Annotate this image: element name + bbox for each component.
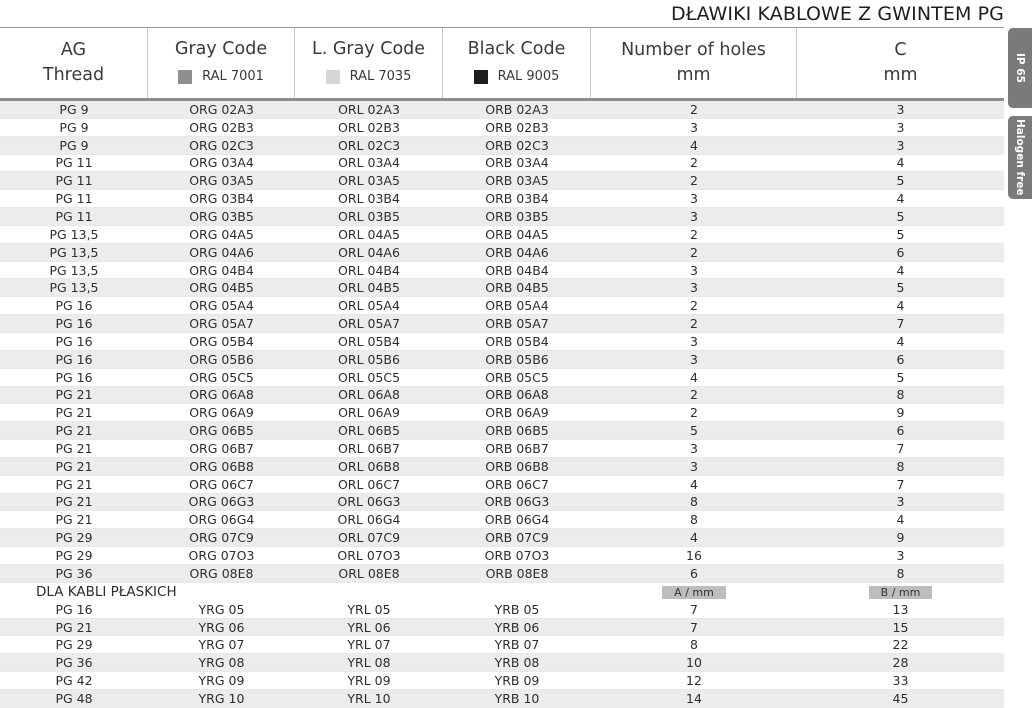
cell-thread: PG 13,5 [49,262,99,278]
cell-black-code: ORB 06G3 [484,494,550,510]
table-row [0,190,1004,208]
cell-holes: 12 [686,673,702,689]
cell-holes: 6 [690,565,698,581]
table-body [0,101,1004,708]
cell-c: 7 [896,316,905,332]
a-unit-cell [591,584,797,600]
cell-black-code: ORB 06A8 [485,387,549,403]
cell-black-code: ORB 03B4 [485,191,549,207]
cell-thread: PG 29 [55,548,93,564]
cell-c: 7 [896,440,905,456]
table-row [0,262,1004,280]
table-row [0,404,1004,422]
cell-black-code: ORB 03B5 [485,208,549,224]
cell-black-code: ORB 04B4 [485,262,549,278]
header-holes-line1: Number of holes [621,40,766,60]
cell-holes: 3 [690,440,698,456]
cell-gray-code: ORG 04A5 [189,226,254,242]
cell-holes: 4 [690,476,698,492]
cell-holes: 2 [690,405,698,421]
light-gray-swatch-icon [326,70,340,84]
cell-lgray-code: ORL 03A5 [338,173,400,189]
header-black-label: Black Code [467,39,566,59]
cell-gray-code: ORG 03A5 [189,173,254,189]
cell-black-code: ORB 07O3 [484,548,550,564]
cell-thread: PG 9 [59,137,89,153]
cell-gray-code: ORG 02C3 [189,137,254,153]
cell-black-code: YRB 05 [494,601,540,617]
table-row [0,547,1004,565]
cell-gray-code: ORG 06G4 [188,512,255,528]
cell-c: 5 [896,226,905,242]
cell-lgray-code: ORL 06A9 [338,405,400,421]
cell-c: 4 [896,298,905,314]
header-black-sub [474,64,560,89]
cell-holes: 3 [690,280,698,296]
cell-thread: PG 16 [55,351,93,367]
cell-c: 13 [892,601,909,617]
header-holes [591,28,797,98]
cell-holes: 2 [690,226,698,242]
cell-c: 3 [896,101,905,117]
cell-thread: PG 21 [55,405,93,421]
cell-black-code: YRB 08 [494,655,540,671]
cell-black-code: ORB 06A9 [485,405,549,421]
cell-lgray-code: ORL 04B5 [338,280,400,296]
cell-holes: 16 [686,548,702,564]
table-row [0,672,1004,690]
cell-lgray-code: ORL 05B4 [338,333,400,349]
flat-cables-section-header [0,583,1004,601]
table-row [0,333,1004,351]
table-row [0,690,1004,708]
cell-lgray-code: ORL 05A4 [338,298,400,314]
cell-gray-code: ORG 04B4 [189,262,254,278]
cell-black-code: ORB 04B5 [485,280,549,296]
cell-c: 8 [896,387,905,403]
header-black-code [443,28,591,98]
cell-holes: 2 [690,244,698,260]
cell-gray-code: ORG 06G3 [188,494,255,510]
cell-c: 45 [892,690,909,706]
cell-holes: 4 [690,369,698,385]
cell-c: 5 [896,369,905,385]
cell-c: 5 [896,173,905,189]
cell-holes: 2 [690,387,698,403]
cell-black-code: ORB 05C5 [485,369,549,385]
cell-c: 8 [896,458,905,474]
cell-gray-code: YRG 07 [198,637,245,653]
cell-holes: 3 [690,458,698,474]
cell-holes: 5 [690,423,698,439]
header-c [797,28,1004,98]
header-gray-code [148,28,295,98]
cell-thread: PG 16 [55,369,93,385]
cell-lgray-code: ORL 03B5 [338,208,400,224]
cell-c: 3 [896,137,905,153]
cell-gray-code: ORG 07O3 [188,548,255,564]
cell-c: 22 [892,637,909,653]
cell-gray-code: ORG 05C5 [189,369,254,385]
cell-black-code: ORB 06B7 [485,440,549,456]
cell-lgray-code: ORL 03B4 [338,191,400,207]
cell-holes: 7 [690,619,698,635]
cell-gray-code: YRG 05 [198,601,245,617]
header-lgray-label: L. Gray Code [311,39,426,59]
cell-c: 3 [896,494,905,510]
cell-holes: 8 [690,512,698,528]
halogen-free-tab-label: Halogen free [1014,119,1026,196]
gray-swatch-icon [178,70,192,84]
header-holes-line2: mm [676,65,711,85]
cell-c: 6 [896,423,905,439]
cell-gray-code: YRG 08 [198,655,245,671]
cell-thread: PG 11 [55,173,93,189]
cell-lgray-code: YRL 10 [347,690,391,706]
cell-holes: 3 [690,351,698,367]
header-black-ral: RAL 9005 [497,69,560,84]
cell-lgray-code: ORL 02B3 [338,119,400,135]
cell-holes: 14 [686,690,702,706]
b-unit-cell [797,584,1004,600]
cell-thread: PG 21 [55,619,93,635]
cell-holes: 3 [690,262,698,278]
cell-lgray-code: YRL 07 [347,637,391,653]
cell-holes: 10 [686,655,702,671]
cell-thread: PG 11 [55,191,93,207]
cell-thread: PG 21 [55,494,93,510]
cell-black-code: ORB 06C7 [485,476,549,492]
cell-holes: 7 [690,601,698,617]
cell-lgray-code: ORL 06A8 [338,387,400,403]
table-row [0,137,1004,155]
cell-c: 4 [896,512,905,528]
header-gray-label: Gray Code [174,39,268,59]
cell-thread: PG 29 [55,530,93,546]
cell-black-code: ORB 05A4 [485,298,549,314]
cell-lgray-code: ORL 06B8 [338,458,400,474]
cell-c: 3 [896,119,905,135]
cell-gray-code: ORG 06B5 [189,423,254,439]
cell-c: 8 [896,565,905,581]
cell-gray-code: ORG 03B5 [189,208,254,224]
cell-lgray-code: ORL 06B7 [338,440,400,456]
halogen-free-tab [1008,116,1032,199]
cell-black-code: YRB 09 [494,673,540,689]
cell-gray-code: ORG 02B3 [189,119,254,135]
table-row [0,511,1004,529]
cell-black-code: ORB 05B6 [485,351,549,367]
cell-holes: 2 [690,316,698,332]
cell-gray-code: ORG 06C7 [189,476,254,492]
cell-c: 5 [896,208,905,224]
cell-gray-code: ORG 06A8 [189,387,254,403]
table-row [0,387,1004,405]
table-header [0,28,1004,98]
cell-thread: PG 9 [59,119,89,135]
cell-black-code: ORB 04A6 [485,244,549,260]
cell-lgray-code: ORL 05B6 [338,351,400,367]
page-title: DŁAWIKI KABLOWE Z GWINTEM PG [670,3,1004,25]
flat-cables-label: DLA KABLI PŁASKICH [36,583,177,600]
table-row [0,619,1004,637]
cell-thread: PG 21 [55,387,93,403]
table-row [0,494,1004,512]
cell-lgray-code: ORL 03A4 [338,155,400,171]
cell-c: 6 [896,351,905,367]
cell-c: 9 [896,530,905,546]
table-row [0,636,1004,654]
table-row [0,315,1004,333]
ip65-tab [1008,28,1032,108]
header-c-line2: mm [883,65,918,85]
cell-lgray-code: ORL 02A3 [338,101,400,117]
cell-lgray-code: ORL 04A6 [338,244,400,260]
cell-thread: PG 9 [59,101,89,117]
header-ag-line1: AG [60,40,87,60]
cell-holes: 2 [690,298,698,314]
cell-thread: PG 21 [55,440,93,456]
cell-black-code: ORB 06B8 [485,458,549,474]
cell-gray-code: ORG 03B4 [189,191,254,207]
table-row [0,101,1004,119]
cell-c: 4 [896,262,905,278]
table-row [0,565,1004,583]
cell-c: 3 [896,548,905,564]
cell-c: 15 [892,619,909,635]
table-row [0,119,1004,137]
cell-black-code: YRB 07 [494,637,540,653]
table-row [0,244,1004,262]
table-row [0,279,1004,297]
cell-lgray-code: YRL 06 [347,619,391,635]
table-row [0,297,1004,315]
cell-lgray-code: YRL 09 [347,673,391,689]
cell-thread: PG 16 [55,333,93,349]
cell-thread: PG 16 [55,316,93,332]
cell-thread: PG 13,5 [49,244,99,260]
cell-black-code: ORB 06B5 [485,423,549,439]
cell-c: 33 [892,673,909,689]
cell-thread: PG 16 [55,298,93,314]
cell-thread: PG 13,5 [49,280,99,296]
cell-gray-code: YRG 10 [198,690,245,706]
cell-gray-code: ORG 03A4 [189,155,254,171]
cell-gray-code: ORG 06B8 [189,458,254,474]
cell-thread: PG 42 [55,673,93,689]
table-row [0,458,1004,476]
table-row [0,476,1004,494]
cell-holes: 4 [690,530,698,546]
cell-thread: PG 21 [55,512,93,528]
a-unit-badge: A / mm [662,586,726,599]
table-row [0,351,1004,369]
cell-thread: PG 13,5 [49,226,99,242]
table-row [0,369,1004,387]
cell-holes: 2 [690,155,698,171]
cell-lgray-code: ORL 07C9 [337,530,401,546]
header-ag-line2: Thread [42,65,105,85]
cell-thread: PG 36 [55,655,93,671]
cell-c: 5 [896,280,905,296]
table-row [0,422,1004,440]
cell-thread: PG 11 [55,208,93,224]
cell-lgray-code: ORL 02C3 [337,137,401,153]
cell-black-code: ORB 06G4 [484,512,550,528]
cell-gray-code: ORG 05B6 [189,351,254,367]
cell-holes: 2 [690,101,698,117]
cell-c: 4 [896,333,905,349]
cell-c: 4 [896,155,905,171]
cell-holes: 3 [690,208,698,224]
cell-black-code: ORB 07C9 [485,530,549,546]
cell-black-code: ORB 02B3 [485,119,549,135]
cell-gray-code: ORG 06A9 [189,405,254,421]
cell-black-code: ORB 02C3 [485,137,549,153]
cell-gray-code: ORG 02A3 [189,101,254,117]
cell-thread: PG 48 [55,690,93,706]
cell-holes: 4 [690,137,698,153]
cell-holes: 3 [690,191,698,207]
ip65-tab-label: IP 65 [1014,53,1026,83]
black-swatch-icon [474,70,488,84]
table-row [0,208,1004,226]
cell-black-code: ORB 05A7 [485,316,549,332]
cell-lgray-code: ORL 07O3 [337,548,401,564]
cell-lgray-code: ORL 05A7 [338,316,400,332]
cell-lgray-code: ORL 06B5 [338,423,400,439]
cell-thread: PG 11 [55,155,93,171]
header-ag-thread [0,28,148,98]
cell-gray-code: ORG 05B4 [189,333,254,349]
cell-black-code: ORB 08E8 [485,565,549,581]
cell-thread: PG 21 [55,423,93,439]
cell-black-code: ORB 02A3 [485,101,549,117]
cell-lgray-code: ORL 06G4 [337,512,401,528]
cell-black-code: ORB 05B4 [485,333,549,349]
cell-c: 7 [896,476,905,492]
table-row [0,155,1004,173]
header-lgray-ral: RAL 7035 [349,69,412,84]
cell-gray-code: YRG 06 [198,619,245,635]
cell-black-code: ORB 03A5 [485,173,549,189]
table-row [0,529,1004,547]
cell-lgray-code: ORL 08E8 [338,565,400,581]
cell-holes: 8 [690,637,698,653]
cell-thread: PG 21 [55,476,93,492]
cell-gray-code: ORG 07C9 [189,530,254,546]
cell-lgray-code: ORL 04B4 [338,262,400,278]
cell-thread: PG 36 [55,565,93,581]
cell-gray-code: ORG 04A6 [189,244,254,260]
cell-c: 6 [896,244,905,260]
cell-lgray-code: ORL 04A5 [338,226,400,242]
table-row [0,172,1004,190]
cell-holes: 2 [690,173,698,189]
cell-gray-code: ORG 06B7 [189,440,254,456]
cell-lgray-code: ORL 05C5 [337,369,401,385]
cell-c: 28 [892,655,909,671]
cell-gray-code: ORG 05A7 [189,316,254,332]
cell-black-code: YRB 06 [494,619,540,635]
cell-lgray-code: ORL 06G3 [337,494,401,510]
table-row [0,654,1004,672]
header-gray-ral: RAL 7001 [202,69,264,84]
header-c-line1: C [894,40,907,60]
cell-black-code: YRB 10 [494,690,540,706]
cell-holes: 3 [690,119,698,135]
cell-thread: PG 29 [55,637,93,653]
header-lgray-sub [326,64,412,89]
cell-holes: 8 [690,494,698,510]
table-row [0,226,1004,244]
cell-black-code: ORB 04A5 [485,226,549,242]
header-lgray-code [295,28,443,98]
cell-c: 4 [896,191,905,207]
cell-holes: 3 [690,333,698,349]
cell-gray-code: ORG 05A4 [189,298,254,314]
cell-gray-code: ORG 08E8 [189,565,254,581]
header-gray-sub [178,64,264,89]
cell-thread: PG 16 [55,601,93,617]
cell-gray-code: YRG 09 [198,673,245,689]
cell-black-code: ORB 03A4 [485,155,549,171]
cell-gray-code: ORG 04B5 [189,280,254,296]
table-row [0,601,1004,619]
cell-lgray-code: YRL 08 [347,655,391,671]
b-unit-badge: B / mm [869,586,933,599]
table-row [0,440,1004,458]
cell-thread: PG 21 [55,458,93,474]
cell-c: 9 [896,405,905,421]
cell-lgray-code: ORL 06C7 [337,476,401,492]
cell-lgray-code: YRL 05 [347,601,391,617]
